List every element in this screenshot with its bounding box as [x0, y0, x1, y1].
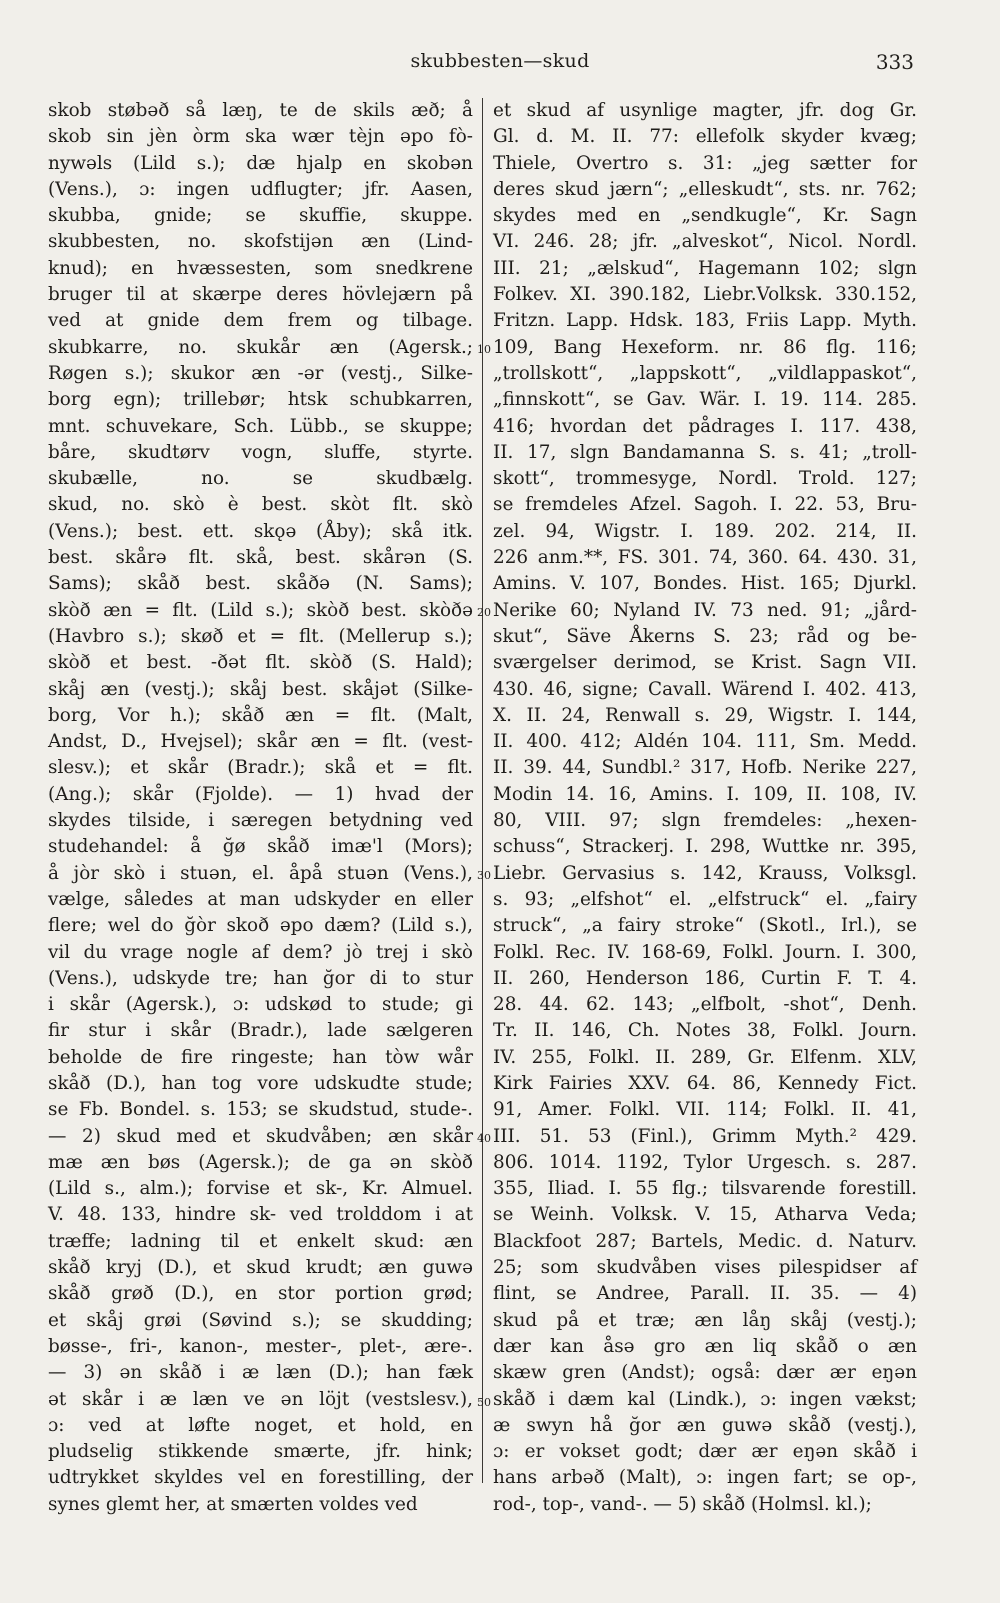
text-line: II. 260, Henderson 186, Curtin F. T. 4.: [493, 967, 917, 989]
text-line: flere; wel do ğòr skoð əpo dæm? (Lild s.),: [48, 915, 473, 937]
text-line: skubælle, no. se skudbælg.: [48, 468, 473, 490]
text-line: et skåj grøi (Søvind s.); se skudding;: [48, 1309, 473, 1331]
text-line: nywəls (Lild s.); dæ hjalp en skobən: [48, 152, 473, 174]
text-line: (Havbro s.); skøð et = flt. (Mellerup s.);: [48, 625, 473, 647]
text-line: skåð (D.), han tog vore udskudte stude;: [48, 1072, 473, 1094]
text-line: Modin 14. 16, Amins. I. 109, II. 108, IV.: [493, 783, 917, 805]
text-line: 355, Iliad. I. 55 flg.; tilsvarende forestill.: [493, 1178, 917, 1200]
text-line: borg, Vor h.); skåð æn = flt. (Malt,: [48, 704, 473, 726]
text-line: dær kan åsə gro æn liq skåð o æn: [493, 1335, 917, 1357]
line-number: 40: [477, 1132, 491, 1145]
text-line: VI. 246. 28; jfr. „alveskot“, Nicol. Nordl.: [493, 231, 917, 253]
text-line: II. 17, slgn Bandamanna S. s. 41; „troll-: [493, 441, 917, 463]
page-number: 333: [875, 50, 914, 74]
text-line: Folkev. XI. 390.182, Liebr.Volksk. 330.152,: [493, 284, 917, 306]
text-line: vil du vrage nogle af dem? jò trej i skò: [48, 941, 473, 963]
text-line: fir stur i skår (Bradr.), lade sælgeren: [48, 1020, 473, 1042]
text-line: skubba, gnide; se skuffie, skuppe.: [48, 205, 473, 227]
text-line: ved at gnide dem frem og tilbage.: [48, 310, 473, 332]
text-line: s. 93; „elfshot“ el. „elfstruck“ el. „fairy: [493, 888, 917, 910]
text-line: skubkarre, no. skukår æn (Agersk.;: [48, 336, 473, 358]
text-line: Kirk Fairies XXV. 64. 86, Kennedy Fict.: [493, 1072, 917, 1094]
text-line: II. 39. 44, Sundbl.² 317, Hofb. Nerike 227,: [493, 757, 917, 779]
text-line: Andst, D., Hvejsel); skår æn = flt. (vest-: [48, 731, 473, 753]
text-line: III. 51. 53 (Finl.), Grimm Myth.² 429.: [493, 1125, 917, 1147]
text-line: Gl. d. M. II. 77: ellefolk skyder kvæg;: [493, 126, 917, 148]
left-column: [48, 98, 473, 1518]
text-line: II. 400. 412; Aldén 104. 111, Sm. Medd.: [493, 731, 917, 753]
text-line: skydes tilside, i særegen betydning ved: [48, 810, 473, 832]
text-line: se fremdeles Afzel. Sagoh. I. 22. 53, Bru-: [493, 494, 917, 516]
text-line: 226 anm.**, FS. 301. 74, 360. 64. 430. 31,: [493, 547, 917, 569]
line-number: 20: [477, 606, 491, 619]
text-line: best. skårə flt. skå, best. skårən (S.: [48, 547, 473, 569]
text-line: (Vens.); best. ett. skǫə (Åby); skå itk.: [48, 520, 473, 542]
text-line: skob støbəð så læŋ, te de skils æð; å: [48, 100, 473, 121]
text-line: IV. 255, Folkl. II. 289, Gr. Elfenm. XLV,: [493, 1046, 917, 1068]
line-number: 50: [477, 1396, 491, 1409]
text-line: Folkl. Rec. IV. 168-69, Folkl. Journ. I. 300,: [493, 941, 917, 963]
text-line: vælge, således at man udskyder en eller: [48, 888, 473, 910]
text-line: ɔ: ved at løfte noget, et hold, en: [48, 1414, 473, 1436]
text-line: schuss“, Strackerj. I. 298, Wuttke nr. 395,: [493, 836, 917, 858]
text-line: Fritzn. Lapp. Hdsk. 183, Friis Lapp. Myth.: [493, 310, 917, 332]
text-line: et skud af usynlige magter, jfr. dog Gr.: [493, 100, 917, 121]
text-line: skott“, trommesyge, Nordl. Trold. 127;: [493, 468, 917, 490]
text-line: (Ang.); skår (Fjolde). — 1) hvad der: [48, 783, 473, 805]
text-line: 806. 1014. 1192, Tylor Urgesch. s. 287.: [493, 1151, 917, 1173]
text-line: Røgen s.); skukor æn -ər (vestj., Silke-: [48, 362, 473, 384]
text-line: mnt. schuvekare, Sch. Lübb., se skuppe;: [48, 415, 473, 437]
text-line: knud); en hvæssesten, som snedkrene: [48, 257, 473, 279]
text-line: Sams); skåð best. skåðə (N. Sams);: [48, 573, 473, 595]
text-line: III. 21; „ælskud“, Hagemann 102; slgn: [493, 257, 917, 279]
line-number: 30: [477, 869, 491, 882]
text-line: (Lild s., alm.); forvise et sk-, Kr. Almuel.: [48, 1178, 473, 1200]
text-line: skåj æn (vestj.); skåj best. skåjət (Silke-: [48, 678, 473, 700]
text-line: ɔ: er vokset godt; dær ær eŋən skåð i: [493, 1441, 917, 1463]
text-line: 25; som skudvåben vises pilespidser af: [493, 1257, 917, 1279]
text-line: beholde de fire ringeste; han tòw wår: [48, 1046, 473, 1068]
text-line: Liebr. Gervasius s. 142, Krauss, Volksgl.: [493, 862, 917, 884]
right-column: [493, 98, 917, 1518]
text-line: bøsse-, fri-, kanon-, mester-, plet-, ære-.: [48, 1335, 473, 1357]
text-line: Nerike 60; Nyland IV. 73 ned. 91; „jård-: [493, 599, 917, 621]
text-line: mæ æn bøs (Agersk.); de ga ən skòð: [48, 1151, 473, 1173]
text-line: Amins. V. 107, Bondes. Hist. 165; Djurkl.: [493, 573, 917, 595]
text-line: X. II. 24, Renwall s. 29, Wigstr. I. 144,: [493, 704, 917, 726]
text-line: skòð et best. -ðət flt. skòð (S. Hald);: [48, 652, 473, 674]
text-line: se Fb. Bondel. s. 153; se skudstud, stude-.: [48, 1099, 473, 1121]
text-line: se Weinh. Volksk. V. 15, Atharva Veda;: [493, 1204, 917, 1226]
text-line: borg egn); trillebør; htsk schubkarren,: [48, 389, 473, 411]
text-line: sværgelser derimod, se Krist. Sagn VII.: [493, 652, 917, 674]
text-line: 91, Amer. Folkl. VII. 114; Folkl. II. 41,: [493, 1099, 917, 1121]
text-line: — 2) skud med et skudvåben; æn skår: [48, 1125, 473, 1147]
text-line: „finnskott“, se Gav. Wär. I. 19. 114. 285.: [493, 389, 917, 411]
text-line: pludselig stikkende smærte, jfr. hink;: [48, 1441, 473, 1463]
text-line: 28. 44. 62. 143; „elfbolt, -shot“, Denh.: [493, 994, 917, 1016]
text-line: træffe; ladning til et enkelt skud: æn: [48, 1230, 473, 1252]
text-line: 416; hvordan det pådrages I. 117. 438,: [493, 415, 917, 437]
text-line: — 3) ən skåð i æ læn (D.); han fæk: [48, 1362, 473, 1384]
text-line: skåð grøð (D.), en stor portion grød;: [48, 1283, 473, 1305]
text-line: skob sin jèn òrm ska wær tèjn əpo fò-: [48, 126, 473, 148]
text-line: æ swyn hå ğor æn guwə skåð (vestj.),: [493, 1414, 917, 1436]
text-line: struck“, „a fairy stroke“ (Skotl., Irl.), se: [493, 915, 917, 937]
text-line: skåð i dæm kal (Lindk.), ɔ: ingen vækst;: [493, 1388, 917, 1410]
text-line: 80, VIII. 97; slgn fremdeles: „hexen-: [493, 810, 917, 832]
text-line: rod-, top-, vand-. — 5) skåð (Holmsl. kl.);: [493, 1493, 872, 1515]
text-line: flint, se Andree, Parall. II. 35. — 4): [493, 1283, 917, 1305]
column-rule: [482, 98, 483, 1483]
text-line: skud, no. skò è best. skòt flt. skò: [48, 494, 473, 516]
text-line: slesv.); et skår (Bradr.); skå et = flt.: [48, 757, 473, 779]
text-line: „trollskott“, „lappskott“, „vildlappaskot“,: [493, 362, 917, 384]
text-line: bruger til at skærpe deres hövlejærn på: [48, 284, 473, 306]
text-line: skut“, Säve Åkerns S. 23; råd og be-: [493, 625, 917, 647]
text-line: zel. 94, Wigstr. I. 189. 202. 214, II.: [493, 520, 917, 542]
text-line: hans arbəð (Malt), ɔ: ingen fart; se op-,: [493, 1467, 917, 1489]
running-head: [0, 50, 1000, 76]
running-head-title: skubbesten—skud: [410, 50, 590, 72]
text-line: 109, Bang Hexeform. nr. 86 flg. 116;: [493, 336, 917, 358]
text-line: Thiele, Overtro s. 31: „jeg sætter for: [493, 152, 917, 174]
text-line: (Vens.), ɔ: ingen udflugter; jfr. Aasen,: [48, 178, 473, 200]
text-line: Blackfoot 287; Bartels, Medic. d. Naturv.: [493, 1230, 917, 1252]
text-line: ət skår i æ læn ve ən löjt (vestslesv.),: [48, 1388, 473, 1410]
text-line: (Vens.), udskyde tre; han ğor di to stur: [48, 967, 473, 989]
text-line: å jòr skò i stuən, el. åpå stuən (Vens.),: [48, 862, 473, 884]
text-line: 430. 46, signe; Cavall. Wärend I. 402. 413,: [493, 678, 917, 700]
text-line: studehandel: å ğø skåð imæ'l (Mors);: [48, 836, 473, 858]
text-line: båre, skudtørv vogn, sluffe, styrte.: [48, 441, 473, 463]
text-line: skòð æn = flt. (Lild s.); skòð best. skòðə: [48, 599, 473, 621]
text-line: i skår (Agersk.), ɔ: udskød to stude; gi: [48, 994, 473, 1016]
text-line: Tr. II. 146, Ch. Notes 38, Folkl. Journ.: [493, 1020, 917, 1042]
text-line: skåð kryj (D.), et skud krudt; æn guwə: [48, 1257, 473, 1279]
text-line: deres skud jærn“; „elleskudt“, sts. nr. 762;: [493, 178, 917, 200]
text-line: skubbesten, no. skofstijən æn (Lind-: [48, 231, 473, 253]
text-line: skud på et træ; æn låŋ skåj (vestj.);: [493, 1309, 917, 1331]
text-line: V. 48. 133, hindre sk- ved trolddom i at: [48, 1204, 473, 1226]
text-line: synes glemt her, at smærten voldes ved: [48, 1493, 418, 1515]
line-number: 10: [477, 343, 491, 356]
text-line: udtrykket skyldes vel en forestilling, der: [48, 1467, 473, 1489]
text-line: skydes med en „sendkugle“, Kr. Sagn: [493, 205, 917, 227]
text-line: skæw gren (Andst); også: dær ær eŋən: [493, 1362, 917, 1384]
